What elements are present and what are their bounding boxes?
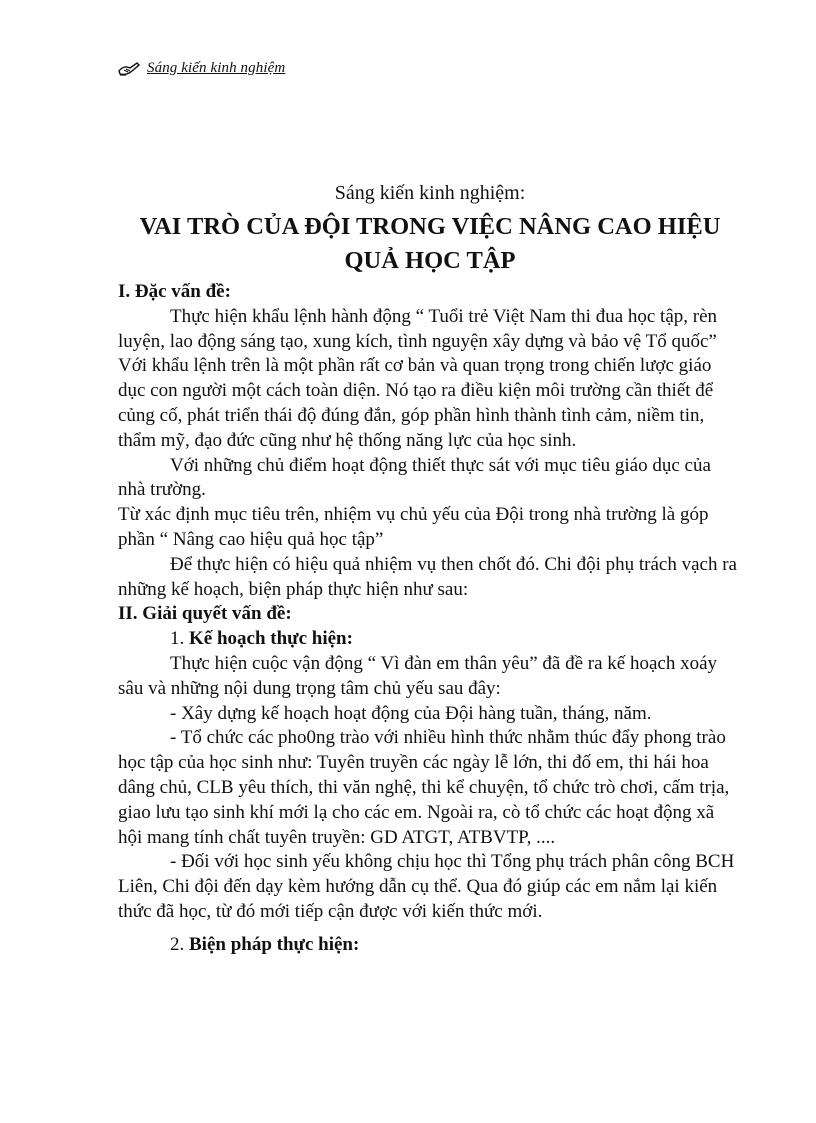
subsection-2-heading	[118, 933, 742, 958]
title-line-2: QUẢ HỌC TẬP	[344, 247, 516, 274]
writing-hand-icon	[118, 60, 140, 76]
header-title: Sáng kiến kinh nghiệm	[147, 59, 286, 76]
paragraph-1: Thực hiện khẩu lệnh hành động “ Tuổi trẻ Việt Nam thi đua học tập, rèn luyện, lao động sáng tạo, xung kích, tình nguyện xây dựng và bảo vệ Tổ quốc”	[118, 305, 718, 352]
subsection-2-number: 2.	[170, 933, 185, 955]
section-1-heading: I. Đặc vấn đề:	[118, 281, 231, 302]
title-line-1: VAI TRÒ CỦA ĐỘI TRONG VIỆC NÂNG CAO HIỆU	[139, 213, 721, 240]
document-subtitle: Sáng kiến kinh nghiệm:	[334, 182, 526, 204]
paragraph-3: Với những chủ điểm hoạt động thiết thực sát với mục tiêu giáo dục của nhà trường.	[118, 454, 711, 501]
subsection-2-label: Biện pháp thực hiện:	[189, 933, 360, 955]
paragraph-4: Từ xác định mục tiêu trên, nhiệm vụ chủ yếu của Đội trong nhà trường là góp phần “ Nâng cao hiệu quả học tập”	[118, 504, 709, 550]
paragraph-2: Với khẩu lệnh trên là một phần rất cơ bản và quan trọng trong chiến lược giáo dục con người một cách toàn diện. Nó tạo ra điều kiện môi trường cần thiết để củng cố, phát triển thái độ đúng đắn, góp phần hình thành tình cảm, niềm tin, thẩm mỹ, đạo đức cũng như hệ thống năng lực của học sinh.	[118, 355, 714, 451]
page-header	[118, 56, 285, 80]
paragraph-7: - Xây dựng kế hoạch hoạt động của Đội hàng tuần, tháng, năm.	[170, 702, 652, 724]
paragraph-9: - Đối với học sinh yếu không chịu học thì Tổng phụ trách phân công BCH Liên, Chi đội đến dạy kèm hướng dẫn cụ thể. Qua đó giúp các em nắm lại kiến thức đã học, từ đó mới tiếp cận được với kiến thức mới.	[118, 851, 735, 922]
paragraph-5: Để thực hiện có hiệu quả nhiệm vụ then chốt đó. Chi đội phụ trách vạch ra những kế hoạch, biện pháp thực hiện như sau:	[118, 553, 737, 600]
document-title	[118, 210, 742, 278]
paragraph-8: - Tổ chức các pho0ng trào với nhiều hình thức nhằm thúc đẩy phong trào học tập của học sinh như: Tuyên truyền các ngày lễ lớn, thi đố em, thi hái hoa dâng chủ, CLB yêu thích, thi văn nghệ, thi kể chuyện, tổ chức trò chơi, cấm trịa, giao lưu tạo sinh khí mới lạ cho các em. Ngoài ra, cò tổ chức các hoạt động xã hội mang tính chất tuyên truyền: GD ATGT, ATBVTP, ....	[118, 727, 730, 848]
paragraph-6: Thực hiện cuộc vận động “ Vì đàn em thân yêu” đã đề ra kế hoạch xoáy sâu và những nội dung trọng tâm chủ yếu sau đây:	[118, 652, 718, 699]
section-2-heading: II. Giải quyết vấn đề:	[118, 603, 292, 625]
subsection-1-number: 1.	[170, 628, 185, 650]
subsection-1-label: Kế hoạch thực hiện:	[189, 628, 353, 650]
document-body	[118, 180, 742, 958]
subsection-1-heading	[118, 627, 742, 652]
